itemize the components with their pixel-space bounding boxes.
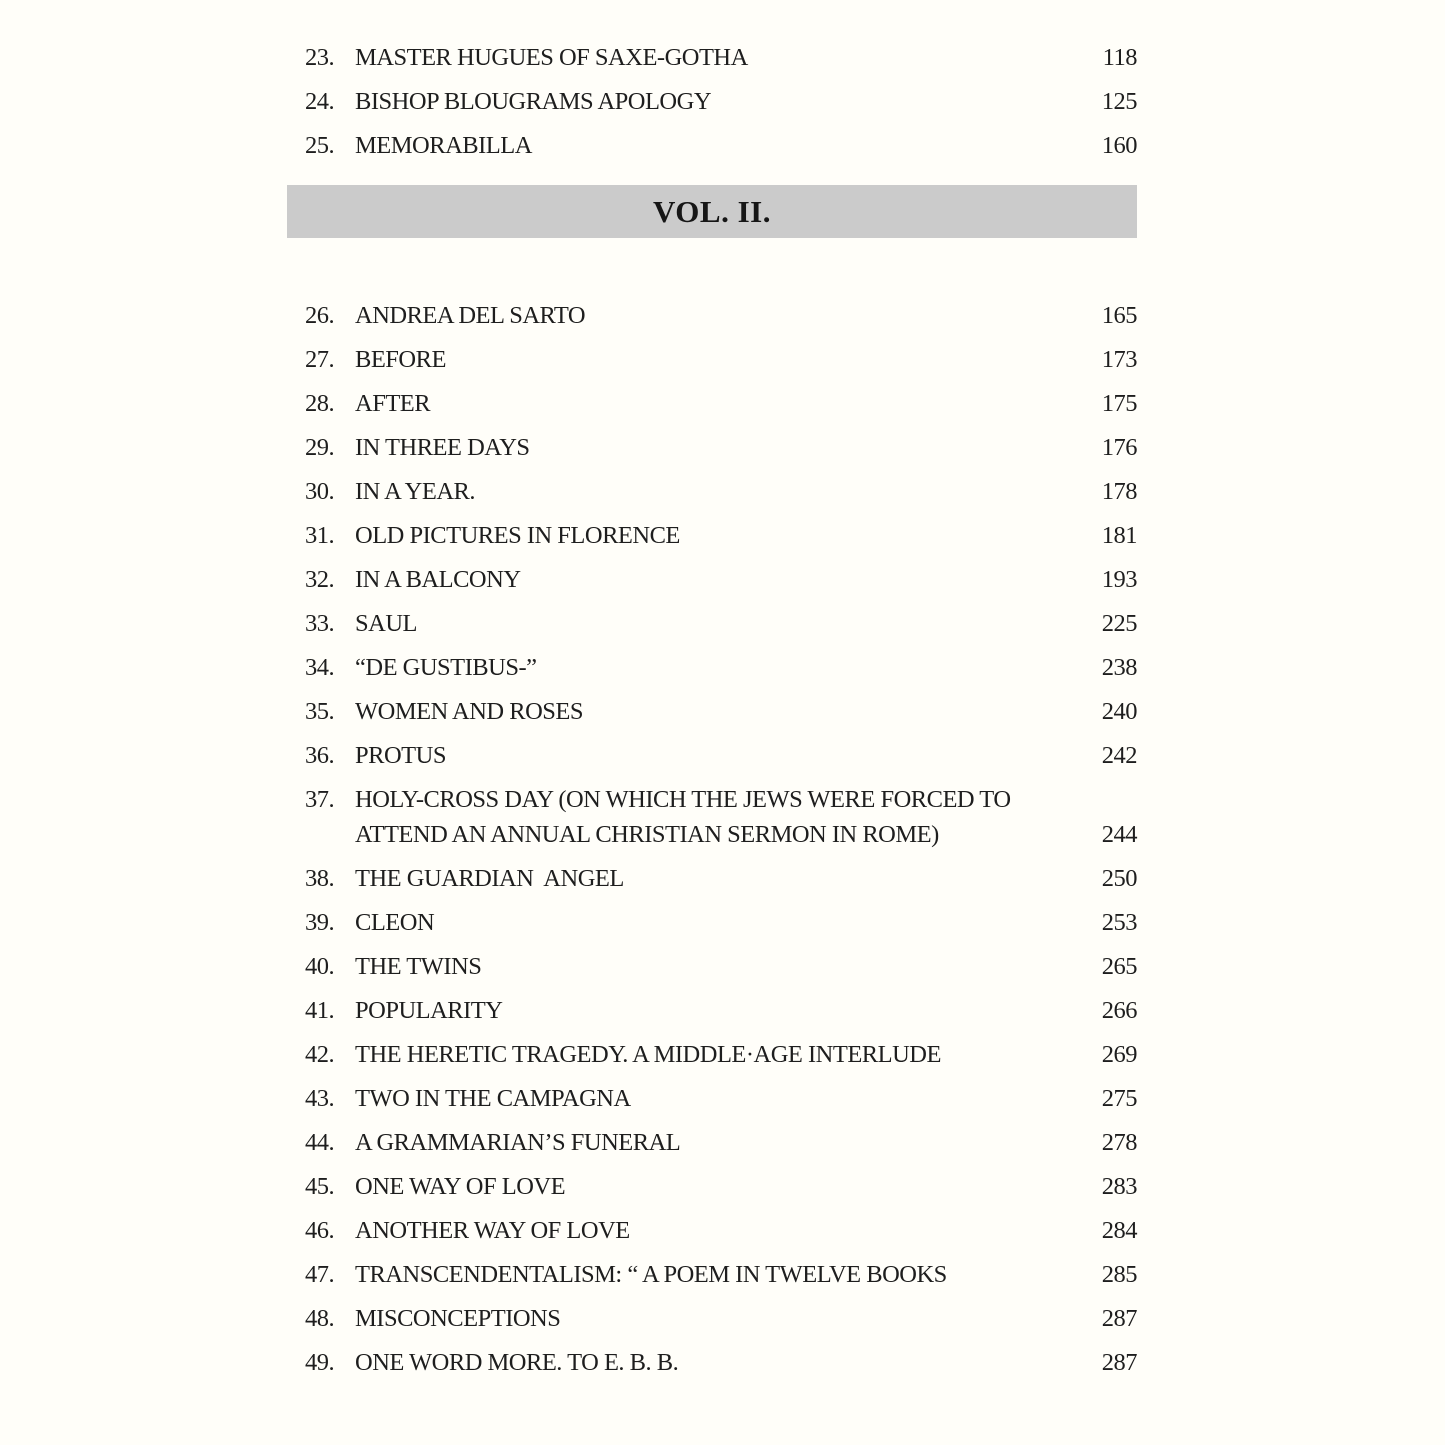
entry-page-number: 269 xyxy=(1101,1041,1137,1068)
entry-number: 31. xyxy=(305,522,335,549)
toc-entry-row xyxy=(305,1037,1137,1072)
entry-page-number: 285 xyxy=(1101,1261,1137,1288)
entry-title xyxy=(355,1301,1093,1336)
entry-page-number: 287 xyxy=(1101,1305,1137,1332)
entry-title-line1: ANOTHER WAY OF LOVE xyxy=(355,1217,630,1244)
entry-title-line1: ONE WORD MORE. TO E. B. B. xyxy=(355,1349,679,1376)
entry-page-number: 278 xyxy=(1101,1129,1137,1156)
entry-title-line1: MISCONCEPTIONS xyxy=(355,1305,561,1332)
entry-page-number: 176 xyxy=(1101,434,1137,461)
entry-title-line1: POPULARITY xyxy=(355,997,503,1024)
entry-number: 40. xyxy=(305,953,335,980)
entry-title-line1: BEFORE xyxy=(355,346,446,373)
entry-number: 43. xyxy=(305,1085,335,1112)
entry-page-number: 125 xyxy=(1101,88,1137,115)
entry-title xyxy=(355,738,1093,773)
entry-number: 32. xyxy=(305,566,335,593)
entry-title xyxy=(355,782,1093,852)
entry-page-number: 283 xyxy=(1101,1173,1137,1200)
toc-entry-row xyxy=(305,949,1137,984)
entry-title xyxy=(355,430,1093,465)
volume-2-header-band xyxy=(287,185,1137,238)
entry-number: 25. xyxy=(305,132,335,159)
entry-title xyxy=(355,1037,1093,1072)
entry-page-number: 275 xyxy=(1101,1085,1137,1112)
toc-entry-row xyxy=(305,474,1137,509)
toc-entry-row xyxy=(305,782,1137,852)
vol1-entry-list xyxy=(305,40,1137,163)
entry-title-line1: A GRAMMARIAN’S FUNERAL xyxy=(355,1129,681,1156)
toc-entry-row xyxy=(305,1257,1137,1292)
entry-title-line1: HOLY-CROSS DAY (ON WHICH THE JEWS WERE FORCED TO xyxy=(355,786,1011,813)
entry-title-line1: SAUL xyxy=(355,610,417,637)
entry-title-line1: THE TWINS xyxy=(355,953,482,980)
toc-entry-row xyxy=(305,430,1137,465)
entry-title-line1: TWO IN THE CAMPAGNA xyxy=(355,1085,631,1112)
entry-title xyxy=(355,518,1093,553)
entry-title xyxy=(355,342,1093,377)
entry-title xyxy=(355,606,1093,641)
entry-title xyxy=(355,861,1093,896)
entry-number: 49. xyxy=(305,1349,335,1376)
entry-page-number: 173 xyxy=(1101,346,1137,373)
entry-title-line2: ATTEND AN ANNUAL CHRISTIAN SERMON IN ROME) xyxy=(355,821,939,848)
volume-2-header-label: VOL. II. xyxy=(653,193,771,229)
entry-title-line1: IN THREE DAYS xyxy=(355,434,530,461)
entry-number: 30. xyxy=(305,478,335,505)
entry-number: 34. xyxy=(305,654,335,681)
entry-page-number: 181 xyxy=(1101,522,1137,549)
entry-number: 45. xyxy=(305,1173,335,1200)
toc-entry-row xyxy=(305,1169,1137,1204)
entry-number: 37. xyxy=(305,786,335,813)
toc-entry-row xyxy=(305,1345,1137,1380)
entry-title xyxy=(355,562,1093,597)
toc-entry-row xyxy=(305,606,1137,641)
entry-title xyxy=(355,1257,1093,1292)
entry-title-line1: PROTUS xyxy=(355,742,446,769)
toc-entry-row xyxy=(305,342,1137,377)
entry-title xyxy=(355,993,1093,1028)
entry-page-number: 287 xyxy=(1101,1349,1137,1376)
entry-page-number: 165 xyxy=(1101,302,1137,329)
entry-page-number: 265 xyxy=(1101,953,1137,980)
vol2-entry-list xyxy=(305,298,1137,1380)
entry-number: 26. xyxy=(305,302,335,329)
entry-page-number: 253 xyxy=(1101,909,1137,936)
entry-page-number: 178 xyxy=(1101,478,1137,505)
entry-number: 44. xyxy=(305,1129,335,1156)
entry-number: 47. xyxy=(305,1261,335,1288)
entry-title-line1: THE GUARDIAN ANGEL xyxy=(355,865,624,892)
entry-number: 24. xyxy=(305,88,335,115)
entry-title xyxy=(355,650,1093,685)
entry-title-line1: WOMEN AND ROSES xyxy=(355,698,583,725)
toc-entry-row xyxy=(305,861,1137,896)
toc-entry-row xyxy=(305,694,1137,729)
entry-page-number: 238 xyxy=(1101,654,1137,681)
entry-title xyxy=(355,1213,1093,1248)
entry-title xyxy=(355,298,1093,333)
entry-page-number: 193 xyxy=(1101,566,1137,593)
entry-title-line1: ONE WAY OF LOVE xyxy=(355,1173,566,1200)
toc-entry-row xyxy=(305,128,1137,163)
toc-entry-row xyxy=(305,905,1137,940)
entry-number: 23. xyxy=(305,44,335,71)
entry-page-number: 160 xyxy=(1101,132,1137,159)
entry-title xyxy=(355,949,1093,984)
entry-title xyxy=(355,386,1093,421)
entry-title xyxy=(355,84,1093,119)
entry-number: 29. xyxy=(305,434,335,461)
entry-title xyxy=(355,905,1093,940)
entry-page-number: 240 xyxy=(1101,698,1137,725)
entry-title-line1: OLD PICTURES IN FLORENCE xyxy=(355,522,680,549)
entry-title-line1: MEMORABILLA xyxy=(355,132,532,159)
entry-page-number: 244 xyxy=(1101,821,1137,848)
entry-page-number: 118 xyxy=(1102,44,1137,71)
entry-number: 27. xyxy=(305,346,335,373)
toc-entry-row xyxy=(305,1301,1137,1336)
entry-number: 35. xyxy=(305,698,335,725)
entry-number: 48. xyxy=(305,1305,335,1332)
entry-title-line1: ANDREA DEL SARTO xyxy=(355,302,586,329)
entry-title xyxy=(355,1345,1093,1380)
entry-page-number: 266 xyxy=(1101,997,1137,1024)
toc-entry-row xyxy=(305,1213,1137,1248)
entry-number: 39. xyxy=(305,909,335,936)
toc-content xyxy=(305,40,1137,1380)
entry-title xyxy=(355,40,1093,75)
entry-number: 46. xyxy=(305,1217,335,1244)
entry-number: 28. xyxy=(305,390,335,417)
entry-title-line1: AFTER xyxy=(355,390,431,417)
toc-entry-row xyxy=(305,562,1137,597)
toc-entry-row xyxy=(305,650,1137,685)
entry-title-line1: TRANSCENDENTALISM: “ A POEM IN TWELVE BOOKS xyxy=(355,1261,947,1288)
entry-number: 41. xyxy=(305,997,335,1024)
toc-entry-row xyxy=(305,298,1137,333)
entry-page-number: 225 xyxy=(1101,610,1137,637)
toc-entry-row xyxy=(305,738,1137,773)
entry-title xyxy=(355,1081,1093,1116)
entry-page-number: 175 xyxy=(1101,390,1137,417)
entry-number: 38. xyxy=(305,865,335,892)
toc-entry-row xyxy=(305,40,1137,75)
entry-number: 33. xyxy=(305,610,335,637)
toc-entry-row xyxy=(305,386,1137,421)
entry-number: 42. xyxy=(305,1041,335,1068)
toc-entry-row xyxy=(305,1081,1137,1116)
entry-title xyxy=(355,1169,1093,1204)
entry-title-line1: IN A YEAR. xyxy=(355,478,476,505)
entry-title xyxy=(355,128,1093,163)
entry-title xyxy=(355,474,1093,509)
entry-page-number: 284 xyxy=(1101,1217,1137,1244)
entry-number: 36. xyxy=(305,742,335,769)
entry-page-number: 250 xyxy=(1101,865,1137,892)
entry-title-line1: MASTER HUGUES OF SAXE-GOTHA xyxy=(355,44,748,71)
toc-entry-row xyxy=(305,84,1137,119)
entry-title-line1: THE HERETIC TRAGEDY. A MIDDLE·AGE INTERLUDE xyxy=(355,1041,941,1068)
entry-title-line1: “DE GUSTIBUS-” xyxy=(355,654,537,681)
entry-title-line1: BISHOP BLOUGRAMS APOLOGY xyxy=(355,88,712,115)
toc-entry-row xyxy=(305,1125,1137,1160)
entry-title xyxy=(355,694,1093,729)
entry-page-number: 242 xyxy=(1101,742,1137,769)
entry-title xyxy=(355,1125,1093,1160)
entry-title-line1: CLEON xyxy=(355,909,435,936)
entry-title-line1: IN A BALCONY xyxy=(355,566,521,593)
toc-entry-row xyxy=(305,518,1137,553)
toc-entry-row xyxy=(305,993,1137,1028)
